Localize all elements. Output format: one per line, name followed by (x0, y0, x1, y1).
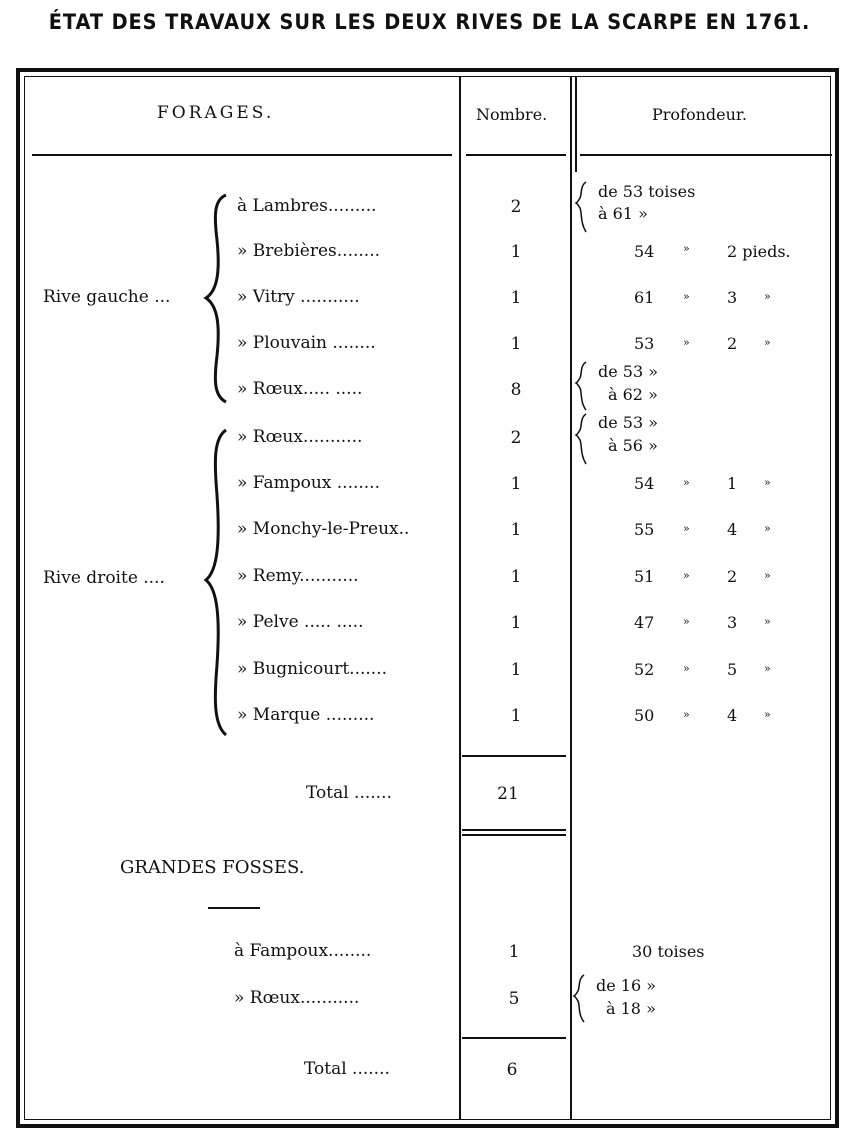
brace-rive-droite (206, 430, 226, 735)
row-depth-vitry-ditto2: » (764, 290, 771, 303)
row-depth-monchy-ditto2: » (764, 522, 771, 535)
group-label-rive-droite: Rive droite .... (43, 568, 165, 588)
row-depth-bugnicourt-pieds: 5 (727, 660, 738, 679)
row-depth-bugnicourt-ditto1: » (683, 662, 690, 675)
total2-label: Total ....... (304, 1059, 390, 1079)
row-place-plouvain: » Plouvain ........ (237, 333, 376, 353)
row2-depth-roeux-1: de 16 » (596, 976, 657, 995)
row-depth-plouvain-toises: 53 (634, 334, 655, 353)
row-nombre-plouvain: 1 (510, 334, 522, 354)
small-brace-2 (576, 362, 586, 410)
header-nombre: Nombre. (476, 105, 548, 124)
row-depth-plouvain-pieds: 2 (727, 334, 738, 353)
row-depth-pelve-ditto2: » (764, 615, 771, 628)
row-nombre-pelve: 1 (510, 613, 522, 633)
total1-double-rule-a (462, 829, 566, 831)
row-depth-monchy-pieds: 4 (727, 520, 738, 539)
row2-place-fampoux: à Fampoux........ (234, 941, 372, 961)
row-place-lambres: à Lambres......... (237, 196, 377, 216)
row-nombre-remy: 1 (510, 567, 522, 587)
row-place-vitry: » Vitry ........... (237, 287, 360, 307)
row-depth-plouvain-ditto1: » (683, 336, 690, 349)
row-depth-marque-ditto1: » (683, 708, 690, 721)
row-depth-marque-ditto2: » (764, 708, 771, 721)
total1-rule (462, 755, 566, 757)
row-depth-vitry-toises: 61 (634, 288, 655, 307)
row-place-monchy: » Monchy-le-Preux.. (237, 519, 410, 539)
row-depth-brebieres-pieds: 2 pieds. (727, 242, 791, 261)
section-grandes-fosses-rule (208, 907, 260, 909)
row-depth-lambres-2: à 61 » (598, 204, 648, 223)
row-depth-remy-pieds: 2 (727, 567, 738, 586)
row-place-bugnicourt: » Bugnicourt....... (237, 659, 388, 679)
row-depth-brebieres-ditto: » (683, 242, 690, 255)
row-depth-fampoux-toises: 54 (634, 474, 655, 493)
row-depth-monchy-ditto1: » (683, 522, 690, 535)
brace-rive-gauche (206, 195, 226, 402)
row2-nombre-roeux: 5 (508, 989, 520, 1009)
row-depth-marque-pieds: 4 (727, 706, 738, 725)
row-depth-pelve-pieds: 3 (727, 613, 738, 632)
total1-double-rule-b (462, 834, 566, 836)
row-nombre-lambres: 2 (510, 197, 522, 217)
row-nombre-fampoux: 1 (510, 474, 522, 494)
row-depth-fampoux-ditto2: » (764, 476, 771, 489)
header-forages: FORAGES. (157, 103, 275, 123)
small-brace-3 (576, 414, 586, 464)
row-depth-bugnicourt-toises: 52 (634, 660, 655, 679)
row-place-roeux-gauche: » Rœux..... ..... (237, 379, 363, 399)
section-grandes-fosses: GRANDES FOSSES. (120, 857, 305, 878)
row-place-fampoux: » Fampoux ........ (237, 473, 380, 493)
row-place-remy: » Remy........... (237, 566, 359, 586)
row-depth-marque-toises: 50 (634, 706, 655, 725)
header-profondeur: Profondeur. (652, 105, 747, 124)
row-nombre-bugnicourt: 1 (510, 660, 522, 680)
row-depth-vitry-pieds: 3 (727, 288, 738, 307)
total2-value: 6 (506, 1060, 518, 1080)
total1-label: Total ....... (306, 783, 392, 803)
page-title: ÉTAT DES TRAVAUX SUR LES DEUX RIVES DE LA SCARPE EN 1761. (48, 10, 811, 34)
row-depth-roeux-gauche-2: à 62 » (608, 385, 658, 404)
row-depth-fampoux-pieds: 1 (727, 474, 738, 493)
row-depth-roeux-droite-2: à 56 » (608, 436, 658, 455)
row-depth-remy-ditto2: » (764, 569, 771, 582)
row-depth-roeux-gauche-1: de 53 » (598, 362, 659, 381)
row-depth-pelve-ditto1: » (683, 615, 690, 628)
row-depth-fampoux-ditto1: » (683, 476, 690, 489)
row-depth-plouvain-ditto2: » (764, 336, 771, 349)
row2-nombre-fampoux: 1 (508, 942, 520, 962)
row-nombre-roeux-droite: 2 (510, 428, 522, 448)
row-place-roeux-droite: » Rœux........... (237, 427, 363, 447)
small-brace-4 (574, 975, 584, 1022)
row-depth-lambres-1: de 53 toises (598, 182, 696, 201)
row2-depth-fampoux: 30 toises (632, 942, 705, 961)
row-place-marque: » Marque ......... (237, 705, 375, 725)
row-nombre-roeux-gauche: 8 (510, 380, 522, 400)
row-place-brebieres: » Brebières........ (237, 241, 381, 261)
total1-value: 21 (497, 784, 519, 804)
row-depth-monchy-toises: 55 (634, 520, 655, 539)
row-nombre-brebieres: 1 (510, 242, 522, 262)
row-depth-bugnicourt-ditto2: » (764, 662, 771, 675)
row-depth-remy-ditto1: » (683, 569, 690, 582)
total2-rule (462, 1037, 566, 1039)
row-nombre-vitry: 1 (510, 288, 522, 308)
group-label-rive-gauche: Rive gauche ... (43, 287, 171, 307)
small-brace-1 (576, 182, 586, 232)
row-depth-remy-toises: 51 (634, 567, 655, 586)
row-depth-vitry-ditto1: » (683, 290, 690, 303)
row-nombre-monchy: 1 (510, 520, 522, 540)
row-place-pelve: » Pelve ..... ..... (237, 612, 364, 632)
row-nombre-marque: 1 (510, 706, 522, 726)
row-depth-brebieres-toises: 54 (634, 242, 655, 261)
row-depth-pelve-toises: 47 (634, 613, 655, 632)
row2-place-roeux: » Rœux........... (234, 988, 360, 1008)
row2-depth-roeux-2: à 18 » (606, 999, 656, 1018)
row-depth-roeux-droite-1: de 53 » (598, 413, 659, 432)
